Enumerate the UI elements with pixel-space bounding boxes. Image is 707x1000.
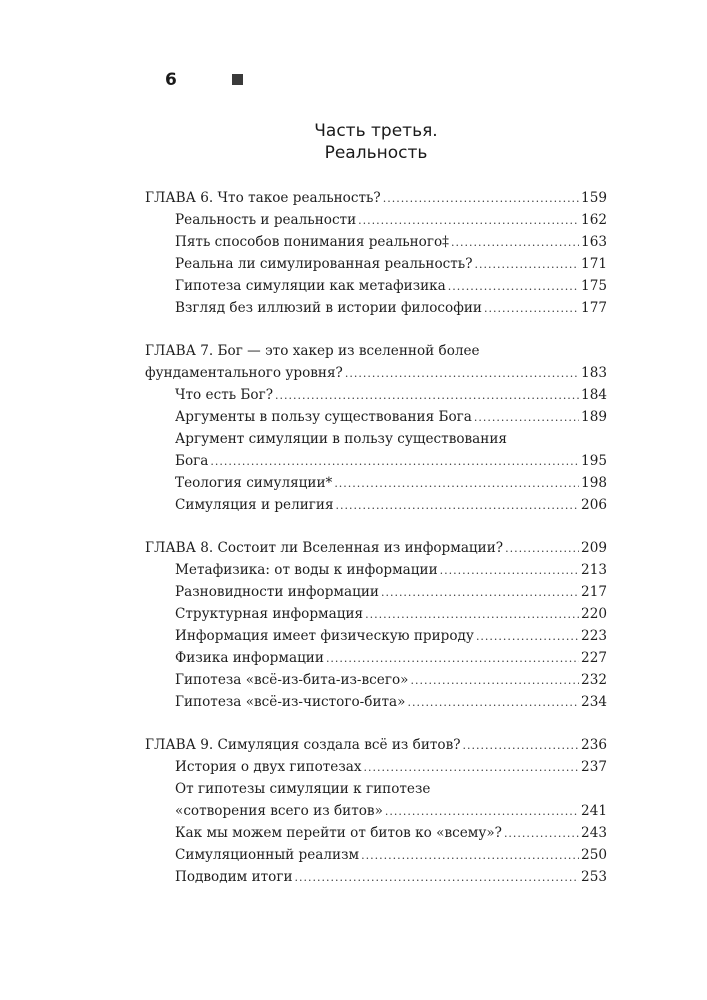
chapter-title: ГЛАВА 6. Что такое реальность? bbox=[145, 190, 381, 206]
page-ref: 227 bbox=[581, 650, 607, 666]
dot-leader bbox=[345, 363, 579, 385]
chapter-title: ГЛАВА 8. Состоит ли Вселенная из информации? bbox=[145, 540, 504, 556]
toc-entry[interactable] bbox=[145, 866, 607, 888]
page-ref: 159 bbox=[581, 190, 607, 206]
section-title: Как мы можем перейти от битов ко «всему»? bbox=[175, 825, 502, 841]
chapter-9 bbox=[145, 734, 607, 888]
part-title-line1: Часть третья. bbox=[314, 121, 438, 141]
dot-leader bbox=[484, 298, 579, 320]
dot-leader bbox=[476, 626, 579, 648]
dot-leader bbox=[463, 735, 580, 757]
section-title-line1[interactable]: Аргумент симуляции в пользу существования bbox=[175, 431, 507, 447]
dot-leader bbox=[385, 801, 579, 823]
section-title: Что есть Бог? bbox=[175, 387, 274, 403]
section-title: Симуляционный реализм bbox=[175, 847, 360, 863]
toc-entry[interactable] bbox=[145, 647, 607, 669]
dot-leader bbox=[358, 210, 579, 232]
chapter-title: ГЛАВА 9. Симуляция создала всё из битов? bbox=[145, 737, 461, 753]
page-ref: 209 bbox=[581, 540, 607, 556]
section-title: Физика информации bbox=[175, 650, 324, 666]
page-ref: 223 bbox=[581, 628, 607, 644]
page-ref: 175 bbox=[581, 278, 607, 294]
square-bullet-icon bbox=[232, 74, 243, 85]
section-title: Гипотеза «всё-из-бита-из-всего» bbox=[175, 672, 409, 688]
page-ref: 243 bbox=[581, 825, 607, 841]
dot-leader bbox=[410, 670, 579, 692]
section-title: Гипотеза симуляции как метафизика bbox=[175, 278, 446, 294]
chapter-title-line2: фундаментального уровня? bbox=[145, 365, 343, 381]
toc-entry[interactable] bbox=[145, 603, 607, 625]
toc-entry[interactable] bbox=[145, 844, 607, 866]
section-title: Структурная информация bbox=[175, 606, 364, 622]
toc-entry[interactable] bbox=[145, 275, 607, 297]
page-ref: 232 bbox=[581, 672, 607, 688]
toc-entry[interactable] bbox=[145, 297, 607, 319]
page-ref: 184 bbox=[581, 387, 607, 403]
toc-entry[interactable] bbox=[145, 625, 607, 647]
chapter-6 bbox=[145, 187, 607, 319]
section-title: Гипотеза «всё-из-чистого-бита» bbox=[175, 694, 406, 710]
dot-leader bbox=[451, 232, 579, 254]
page-ref: 195 bbox=[581, 453, 607, 469]
page-ref: 171 bbox=[581, 256, 607, 272]
toc-entry[interactable] bbox=[145, 231, 607, 253]
section-title: Взгляд без иллюзий в истории философии bbox=[175, 300, 482, 316]
toc-entry[interactable] bbox=[145, 472, 607, 494]
dot-leader bbox=[334, 473, 579, 495]
section-title: Симуляция и религия bbox=[175, 497, 334, 513]
dot-leader bbox=[504, 823, 579, 845]
chapter-title-line1[interactable]: ГЛАВА 7. Бог — это хакер из вселенной более bbox=[145, 343, 480, 359]
page-ref: 162 bbox=[581, 212, 607, 228]
page-ref: 234 bbox=[581, 694, 607, 710]
dot-leader bbox=[365, 604, 579, 626]
page-ref: 217 bbox=[581, 584, 607, 600]
page-ref: 183 bbox=[581, 365, 607, 381]
dot-leader bbox=[407, 692, 579, 714]
section-title: Пять способов понимания реального‡ bbox=[175, 234, 449, 250]
toc-entry[interactable] bbox=[145, 209, 607, 231]
section-title: Метафизика: от воды к информации bbox=[175, 562, 438, 578]
dot-leader bbox=[505, 538, 579, 560]
page-ref: 189 bbox=[581, 409, 607, 425]
section-title: Подводим итоги bbox=[175, 869, 293, 885]
page-header bbox=[165, 68, 245, 92]
section-title: Реальна ли симулированная реальность? bbox=[175, 256, 473, 272]
section-title-line2: «сотворения всего из битов» bbox=[175, 803, 383, 819]
chapter-heading[interactable] bbox=[145, 362, 607, 384]
toc-entry[interactable] bbox=[145, 822, 607, 844]
dot-leader bbox=[326, 648, 579, 670]
section-title: История о двух гипотезах bbox=[175, 759, 362, 775]
page-ref: 163 bbox=[581, 234, 607, 250]
dot-leader bbox=[440, 560, 579, 582]
page-ref: 213 bbox=[581, 562, 607, 578]
toc-entry[interactable] bbox=[145, 691, 607, 713]
section-title: Разновидности информации bbox=[175, 584, 379, 600]
dot-leader bbox=[210, 451, 579, 473]
toc-entry[interactable] bbox=[145, 581, 607, 603]
page-ref: 177 bbox=[581, 300, 607, 316]
part-title bbox=[145, 120, 607, 164]
page-ref: 250 bbox=[581, 847, 607, 863]
chapter-heading[interactable] bbox=[145, 734, 607, 756]
toc-entry[interactable] bbox=[145, 756, 607, 778]
page-ref: 206 bbox=[581, 497, 607, 513]
dot-leader bbox=[383, 188, 579, 210]
dot-leader bbox=[448, 276, 579, 298]
dot-leader bbox=[275, 385, 579, 407]
dot-leader bbox=[475, 254, 580, 276]
section-title: Аргументы в пользу существования Бога bbox=[175, 409, 472, 425]
chapter-7 bbox=[145, 340, 607, 516]
dot-leader bbox=[336, 495, 580, 517]
chapter-8 bbox=[145, 537, 607, 713]
dot-leader bbox=[381, 582, 579, 604]
page-ref: 253 bbox=[581, 869, 607, 885]
table-of-contents bbox=[145, 187, 607, 909]
page-ref: 237 bbox=[581, 759, 607, 775]
toc-entry[interactable] bbox=[145, 384, 607, 406]
section-title-line2: Бога bbox=[175, 453, 209, 469]
page-ref: 241 bbox=[581, 803, 607, 819]
toc-entry[interactable] bbox=[145, 669, 607, 691]
page-ref: 198 bbox=[581, 475, 607, 491]
dot-leader bbox=[474, 407, 579, 429]
page-ref: 220 bbox=[581, 606, 607, 622]
toc-entry[interactable] bbox=[145, 450, 607, 472]
toc-entry[interactable] bbox=[145, 253, 607, 275]
toc-entry[interactable] bbox=[145, 800, 607, 822]
section-title: Информация имеет физическую природу bbox=[175, 628, 474, 644]
toc-entry[interactable] bbox=[145, 494, 607, 516]
chapter-heading[interactable] bbox=[145, 537, 607, 559]
page-ref: 236 bbox=[581, 737, 607, 753]
section-title: Теология симуляции* bbox=[175, 475, 333, 491]
dot-leader bbox=[361, 845, 579, 867]
dot-leader bbox=[364, 757, 580, 779]
section-title: Реальность и реальности bbox=[175, 212, 357, 228]
page-number: 6 bbox=[165, 70, 177, 90]
toc-entry[interactable] bbox=[145, 559, 607, 581]
dot-leader bbox=[295, 867, 580, 889]
part-title-line2: Реальность bbox=[324, 143, 428, 163]
toc-entry[interactable] bbox=[145, 406, 607, 428]
section-title-line1[interactable]: От гипотезы симуляции к гипотезе bbox=[175, 781, 431, 797]
chapter-heading[interactable] bbox=[145, 187, 607, 209]
